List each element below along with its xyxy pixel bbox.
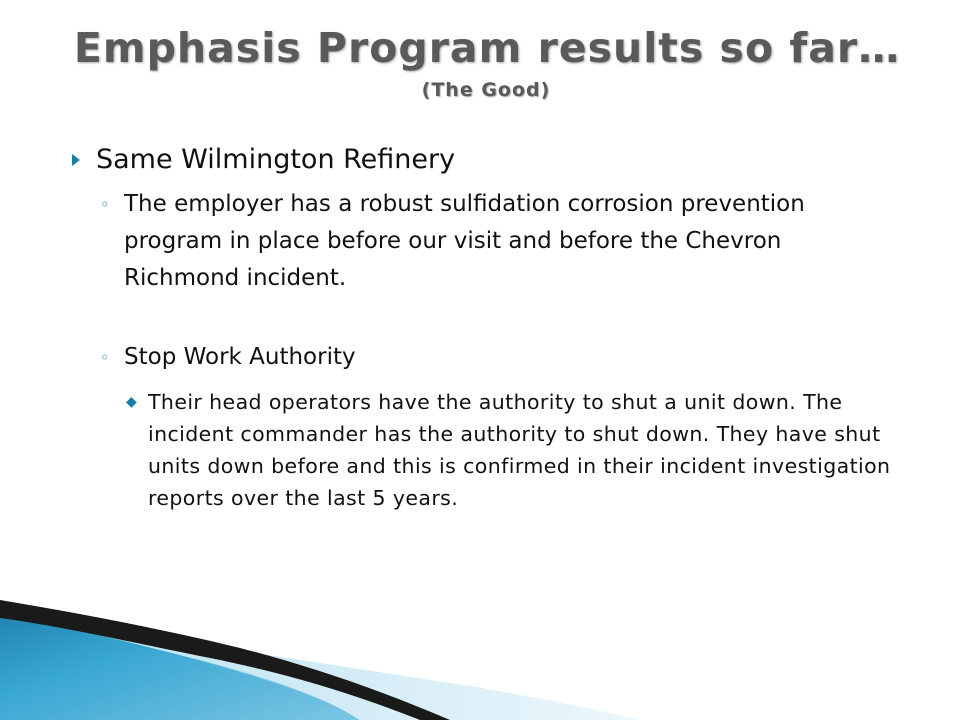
bullet-level3-item (126, 386, 916, 514)
slide-title: Emphasis Program results so far… (73, 24, 901, 72)
circle-bullet-icon: ◦ (100, 348, 110, 367)
circle-bullet-icon: ◦ (100, 195, 110, 214)
bullet-level2-item (100, 186, 860, 297)
triangle-bullet-icon (72, 154, 80, 166)
wave-decoration (0, 560, 960, 720)
bullet-level1-text: Same Wilmington Refinery (96, 144, 456, 175)
bullet-level3-text: Their head operators have the authority to shut a unit down. The incident commander has the authority to shut down. They have shut units down before and this is confirmed in their incident investigation reports over the last 5 years. (148, 390, 891, 510)
bullet-level2-item (100, 339, 860, 376)
bullet-level2-text: Stop Work Authority (124, 344, 356, 370)
bullet-level2-text: The employer has a robust sulfidation corrosion prevention program in place before our visit and before the Chevron Richmond incident. (124, 191, 805, 291)
slide-subtitle: (The Good) (421, 79, 551, 101)
diamond-bullet-icon: ◆ (126, 394, 138, 410)
title-block (0, 22, 960, 104)
